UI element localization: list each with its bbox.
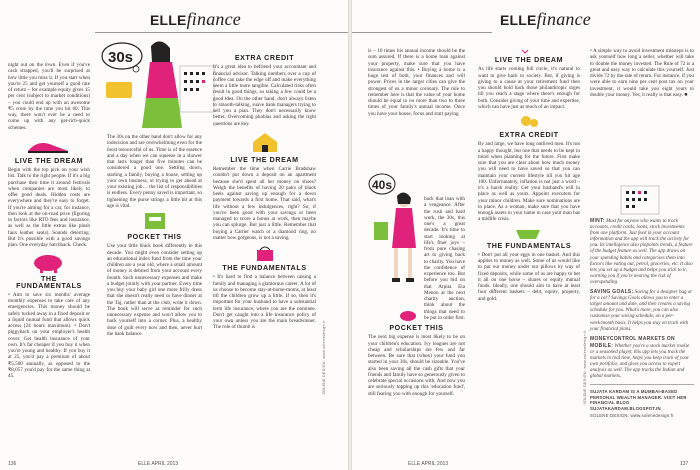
col3-credit-text: It's a great idea to befriend your accountant and financial advisor. Talking numbers over a cup of coffee can take the edge off and make everything seem a little more tangible. Calculated risks often result in good things, so taking a few could be a good idea. On the other hand, don't always listen to smooth-talking, suave bank managers trying to sell you a plan. They don't necessarily know better. Overcoming phobias and asking the right questions are key.	[213, 64, 316, 127]
left-masthead	[150, 9, 241, 30]
rcol2-heading-dream: LIVE THE DREAM	[494, 56, 564, 64]
left-issue-line: ELLE APRIL 2013	[138, 461, 179, 467]
sidebar-saving-title: SAVING GOALS:	[590, 289, 634, 296]
right-side-credit: SOLENE DESIGN: www.solenedesign.fr	[583, 330, 587, 405]
basket-icon	[478, 226, 580, 240]
woman40-hair	[397, 192, 411, 204]
col2-heading-pocket: POCKET THIS	[127, 233, 182, 241]
col2-top-text: The 30s on the other hand don't allow for any indecision and are overwhelming even for the most resourceful of us. Time is of the essence and a day when we can squeeze in a shower that lasts longer than five minutes can be considered a good one. Settling down, starting a family, buying a house, setting up your own business, or trying to get ahead at your existing job… the list of responsibilities is endless. Every penny saved is important, so tightening the purse strings a little bit at this age is vital.	[107, 134, 202, 209]
col1-dream-text: Begin with the top pick on your wish list. Talk to the right people. If it's a big purchase then time it around festivals when companies are most likely to offer good deals. Hidden costs are everywhere and they're easy to forget. If you're aiming for a car, for instance, then look at the on-road price (figuring in factors like RTO fees and insurance, as well as the little extras like plush faux leather seats). Sounds deterring. But it's possible with a good savings plan. One everyday hatchback. Check.	[8, 167, 90, 248]
col1-fund-text: • Aim to save six months' average monthly expenses to take care of any emergencies. This money should be safely tucked away in a fixed deposit or a liquid mutual fund that allows quick access (24 hours maximum). • Don't piggyback on your employer's health cover. Get health insurance of your own. It's far cheaper if you buy it when you're young and healthy. If you buy it at 25, you'd pay a premium of about ₹5,500 annually, as opposed to the ₹8,057 you'd pay for the same thing at 45.	[8, 291, 90, 379]
sidebar-money-title: MONEYCONTROL MARKETS ON MOBILE:	[590, 335, 675, 349]
col3-heading-dream: LIVE THE DREAM	[230, 155, 299, 164]
badge-30s-label: 30s	[108, 49, 134, 66]
col3-dream-text: Remember the time when Carrie Bradshaw couldn't put down a deposit on an apartment because she'd spent all her money on shoes? Weigh the benefits of having 20 pairs of black heels against saving up enough for a down payment towards a first home. That said, what's life without a few indulgences, right? So, if you've been good with your savings or been managed to score a bonus at work, then maybe you can splurge. But just a little. Remember that buying a Cartier watch or a diamond ring, no matter how gorgeous, is not a saving.	[213, 166, 316, 241]
masthead-brand-right: ELLE	[500, 12, 537, 28]
col1-heading-fundamentals: THE FUNDAMENTALS	[16, 275, 82, 290]
calendar-grid-icon	[184, 72, 205, 91]
col1-heading-dream: LIVE THE DREAM	[14, 156, 84, 165]
right-masthead	[500, 9, 591, 30]
apps-sidebar	[590, 218, 694, 419]
rcol1-40s-text: back that loan with a vengeance. After the rush and hard work, the 30s, this one's a great decade. It's time to start looking at life's finer joys – from pure chasing art to giving back to charity. You have the confidence of experience too. But before you bid on that Arpita Ela Menon at the next charity auction, think about the things that need to be put in order first.	[424, 196, 465, 321]
author-bio: SUJATA KARDAM IS A MUMBAI-BASED PERSONAL WEALTH MANAGER. VISIT HER FINANCIAL BLOG	[590, 389, 687, 406]
woman40-dress	[392, 208, 416, 248]
piggy-icon-right	[368, 310, 465, 322]
handbag-icon	[213, 244, 316, 262]
left-col1	[8, 62, 90, 379]
col1-intro: night out on the town. Even if you've cash strapped, you'll be surprised at how little you miss it. If you start when you're 25 and get yourself a good rate of return – for example equity gives 15 per cent (subject to market conditions) – you could end up with an awesome ₹5 crore by the time you hit 60. This way, there won't ever be a need to come up with any get-rich-quick schemes.	[8, 62, 90, 131]
col3-heading-fundamentals: THE FUNDAMENTALS	[222, 264, 307, 272]
phone-apps-icon	[620, 185, 660, 215]
left-col3	[213, 52, 316, 331]
masthead-brand: ELLE	[150, 12, 187, 28]
rcol2-fund-text: • Don't put all your eggs in one basket. And this applies to money as well. Some of us would like to put our money under our pillows by way of fixed deposits, while some of us are happy to bet it all on one horse – shares or equity mutual funds. Ideally, one should aim to have at least four different baskets – debt, equity, property, and gold.	[478, 251, 580, 302]
piggy-bank-icon	[8, 251, 90, 273]
author-blog-link[interactable]: SUJATAKARDAM.BLOGSPOT.IN	[590, 405, 661, 411]
bag-icon	[106, 82, 132, 98]
right-col1	[368, 48, 465, 117]
house-icon	[213, 130, 316, 154]
sidebar-rule	[590, 384, 694, 385]
right-col3	[590, 48, 694, 98]
rcol1-pocket-text: The next big expense is most likely to be on your children's education. Ivy leagues are not cheap and scholarships are few and far between. Be sure that (when) your fund you started in your 30s, should be sizeable. You've also been saving all the cash gifts that your friends and family have so generously given to celebrate special occasions with. And now you are seriously topping up this 'education fund', still fearing you with enough for yourself.	[368, 334, 465, 397]
woman-dress	[146, 62, 178, 98]
woman-40s-illustration	[368, 170, 424, 288]
top-rule	[95, 32, 348, 33]
masthead-section-right: finance	[536, 9, 591, 29]
sidebar-saving-text: Saving for a designer bag or for a car? Savings Goals allows you to enter a target amount and date, and then creates a saving schedule for you. What's more, you can also customise your saving schedule, on a per-week/month basis. It helps you stay on track with your financial plans.	[590, 290, 693, 332]
rcol2-credit-text: By and large, we have long outlived men. It's not a happy thought, but one that needs to be kept in mind when planning for the future. First make sure that you are clear about how much money you will need to have saved so that you can maintain your current lifestyle till you hit age 100. Unfortunately, inflation is not just a word – it's a harsh reality. Get your husband's will in place as well as yours. Appoint executors for your minor children. Make sure nominations are in place. As a woman, make sure that you have enough assets in your name in case your man has a midlife crisis.	[478, 141, 580, 223]
rcol2-heading-credit: EXTRA CREDIT	[499, 131, 559, 139]
sidebar-mint-text: Must for anyone who wants to track accounts, credit cards, loans, stock investments from one platform. Just feed in your account information and the app will track the activity for you. Its intelligence also pinpoints trends, a feature of the budget feature as well. The app draws on your spending habits and categorises them into factors like eating out, petrol, groceries, etc. It also lets you set up a budget and helps you stick to it, warning you if you're nearing the risk of overspending.	[590, 219, 693, 285]
right-col1-lower	[368, 310, 465, 397]
woman-skirt	[142, 98, 182, 128]
woman-30s-illustration	[98, 36, 228, 136]
right-col1-wrap	[424, 196, 465, 321]
sidebar-mint-title: MINT:	[590, 218, 605, 224]
rcol2-heading-fundamentals: THE FUNDAMENTALS	[486, 241, 572, 250]
rcol3-top-text: • A simple way to avoid investment missteps is to ask yourself how long a seller, whether will take to double the money invested. The Rule of 72 is a great and easy way to calculate this yourself. Just divide 72 by the rate of return. For instance, if you were able to earn nine per cent post tax on your investment, it would take you eight years to double your money. Yes, it really is that easy. ■	[590, 48, 694, 98]
top-rule-right	[352, 32, 492, 33]
left-col2	[107, 134, 202, 337]
badge-dot-icon	[133, 66, 139, 72]
col3-heading-credit: EXTRA CREDIT	[234, 54, 295, 62]
masthead-section: finance	[186, 9, 241, 29]
rcol2-dream-text: As life starts coming full circle, it's natural to want to give back to society. But, if giving is giving to a cause at your retirement fund then you should hold back those philanthropic urges till you reach a stage where there's enough for both. Consider giving of your time and expertise, which can have just as much of an impact.	[478, 66, 580, 110]
rcol1-top-text: is – 10 times his annual income should be the sum assured. If there is a home loan against your property, make sure that you have insurance against this. • Buying a home is a huge test of both, your finances and will power. Prices in the larger cities can give the strongest of us a minor coronary. The rule to remember here is that the value of your home should be equal to no more than two to three times of your family's annual income. Once you have your house, focus and start paying	[368, 48, 465, 117]
left-page	[0, 0, 348, 470]
gift-icon	[374, 222, 388, 240]
design-credit: SOLENE DESIGN: www.solenedesign.fr	[590, 413, 674, 419]
left-side-credit: SOLENE DESIGN: www.solenedesign.fr	[322, 320, 326, 395]
shoe-icon	[8, 135, 90, 155]
coins-icon	[478, 113, 580, 129]
money-box-icon	[107, 211, 202, 231]
sidebar-money-text: Whether you're a stock market rookie or a seasoned player, this app lets you track the markets in real time, helps you keep track of your own portfolio, and gives you access to expert analysis as well. The app tracks the Indian and global markets.	[590, 343, 690, 380]
left-folio: 136	[8, 461, 17, 467]
rcol1-heading-pocket: POCKET THIS	[389, 324, 444, 332]
col3-fund-text: • It's hard to find a balance between raising a family and managing a glamorous career. A lot of us choose to become stay-at-home-moms, at least till the children grow up a little. If so, then it's important for your husband to have a substantial term life insurance, where you are the nominee. Don't get caught into a life insurance policy of your own unless you are the main breadwinner. The role of thumb is	[213, 274, 316, 331]
right-folio: 137	[680, 461, 689, 467]
right-issue-line: ELLE APRIL 2013	[408, 461, 449, 467]
right-col2	[478, 48, 580, 302]
badge-40s-label: 40s	[372, 178, 393, 192]
heart-icon	[478, 48, 580, 54]
col2-pocket-text: Use your little black book differently in this decade. You might even consider setting up an educational index fund from the time your children are a year old, where a small amount of money is debited from your account every month. Such unnecessary expenses and make a budget jointly with your partner. Every time you buy your baby girl one more frilly dress that she doesn't really need or have dinner at the Taj, rather than at the club, write it down. The book will serve as reminder for such unnecessary expense and won't allow you to back yourself into a corner. Plus, a healthy dose of guilt every now and then, never hurt the bank balance.	[107, 243, 202, 337]
